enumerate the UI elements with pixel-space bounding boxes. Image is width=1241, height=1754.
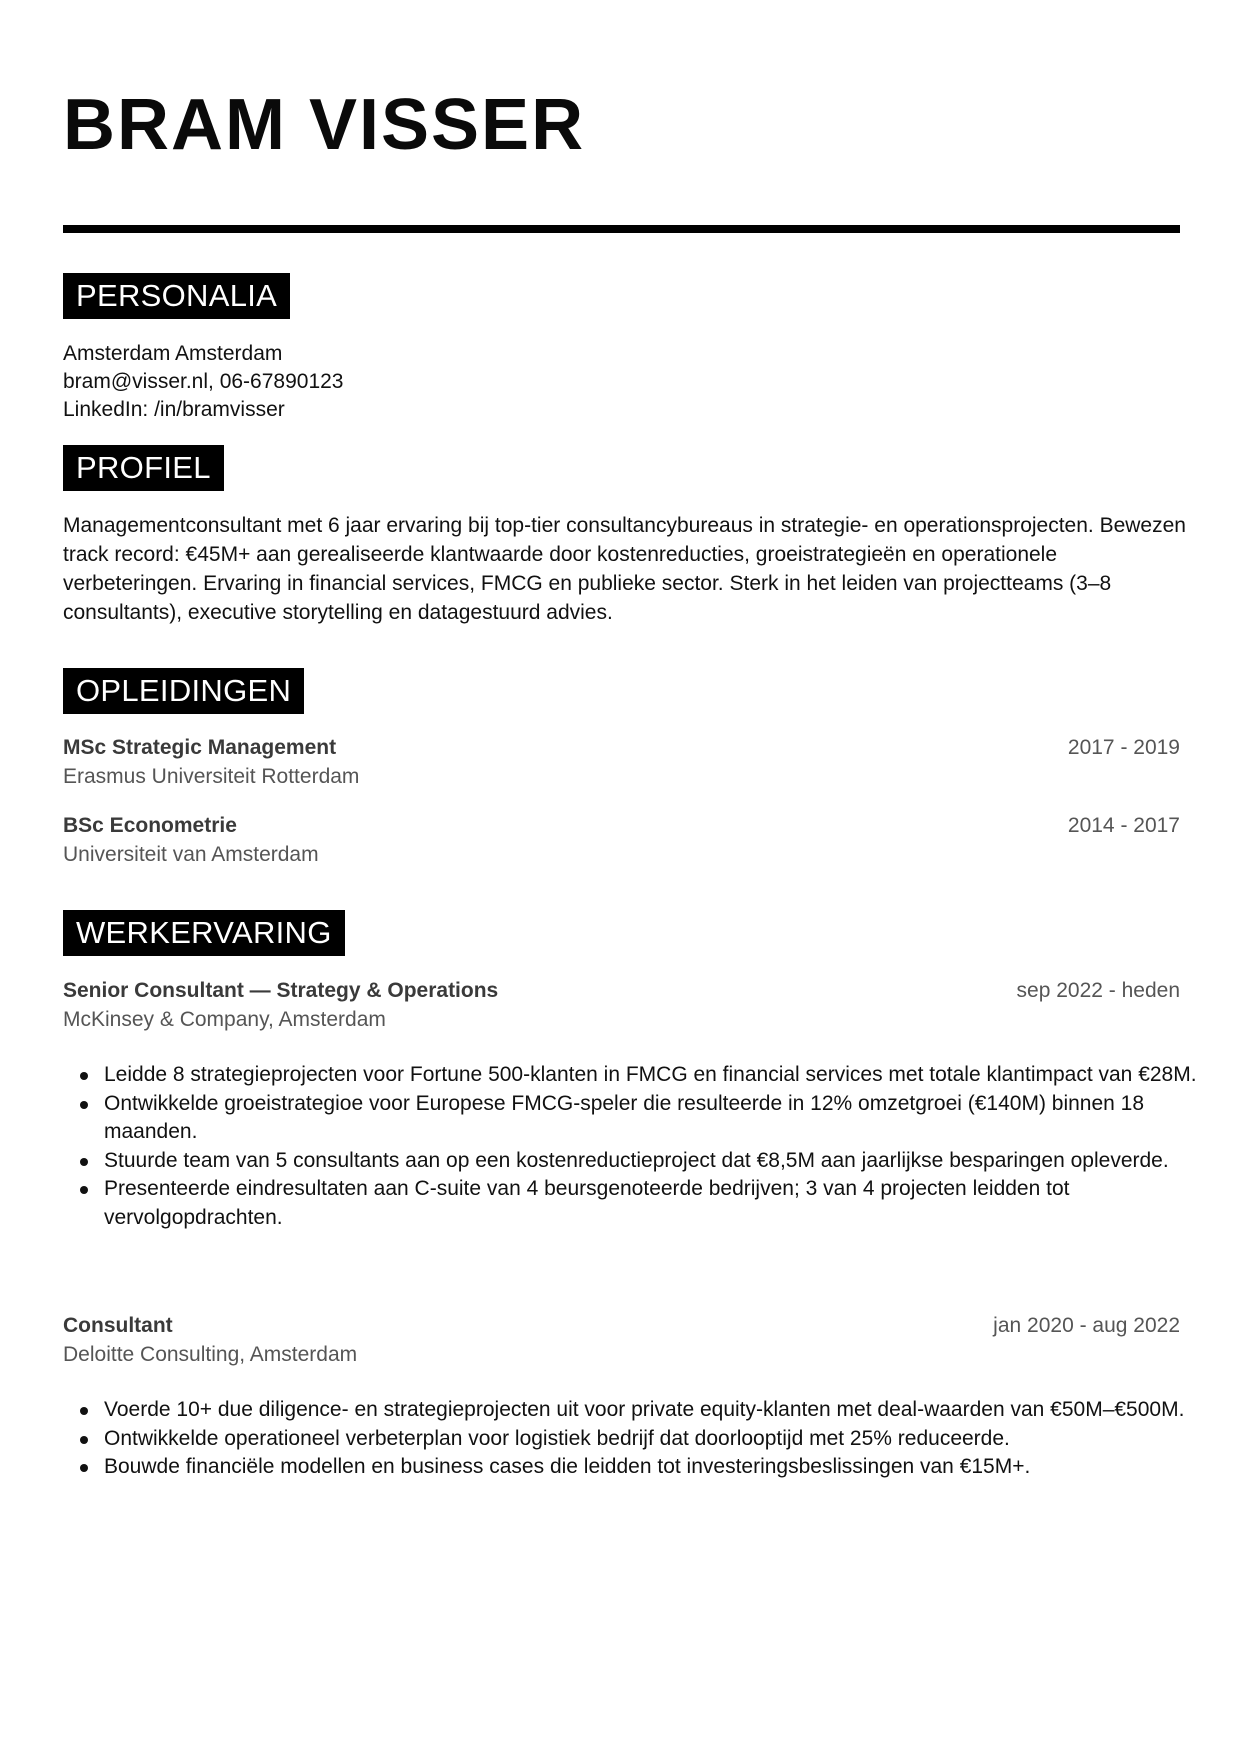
achievement-item: Bouwde financiële modellen en business cases die leidden tot investeringsbeslissingen van €15M+. <box>104 1453 1221 1482</box>
personalia-contact: bram@visser.nl, 06-67890123 <box>63 370 344 393</box>
personalia-address: Amsterdam Amsterdam <box>63 342 283 365</box>
profile-summary: Managementconsultant met 6 jaar ervaring bij top-tier consultancybureaus in strategie- en operationsprojecten. Bewezen track record: €45M+ aan gerealiseerde klantwaarde door kostenreducties, groeistrategieën en operationele verbeteringen. Ervaring in financial services, FMCG en publieke sector. Sterk in het leiden van projectteams (3–8 consultants), executive storytelling en datagestuurd advies. <box>63 514 1186 624</box>
section-heading-profiel: PROFIEL <box>63 445 224 491</box>
job-role: Senior Consultant — Strategy & Operations <box>63 979 499 1002</box>
achievement-item: Stuurde team van 5 consultants aan op een kostenreductieproject dat €8,5M aan jaarlijkse besparingen opleverde. <box>104 1147 1221 1176</box>
job-company: McKinsey & Company, Amsterdam <box>63 1008 386 1031</box>
achievement-item: Leidde 8 strategieprojecten voor Fortune 500-klanten in FMCG en financial services met totale klantimpact van €28M. <box>104 1061 1221 1090</box>
education-item <box>63 811 1180 869</box>
job-item <box>63 1311 1180 1369</box>
education-institution: Erasmus Universiteit Rotterdam <box>63 765 360 788</box>
education-institution: Universiteit van Amsterdam <box>63 843 319 866</box>
header-divider <box>63 225 1180 233</box>
education-period: 2017 - 2019 <box>1067 736 1180 759</box>
job-period: sep 2022 - heden <box>1016 979 1180 1002</box>
section-heading-werkervaring: WERKERVARING <box>63 910 345 956</box>
education-degree: BSc Econometrie <box>63 814 237 837</box>
education-period: 2014 - 2017 <box>1067 814 1180 837</box>
education-degree: MSc Strategic Management <box>63 736 337 759</box>
achievement-item: Ontwikkelde groeistrategioe voor Europese FMCG-speler die resulteerde in 12% omzetgroei (€140M) binnen 18 maanden. <box>104 1090 1221 1147</box>
job-role: Consultant <box>63 1314 173 1337</box>
job-achievements <box>63 1396 1221 1482</box>
section-heading-personalia: PERSONALIA <box>63 273 290 319</box>
personalia-linkedin: LinkedIn: /in/bramvisser <box>63 398 285 421</box>
job-period: jan 2020 - aug 2022 <box>993 1314 1180 1337</box>
job-item <box>63 976 1180 1034</box>
job-achievements <box>63 1061 1221 1232</box>
education-item <box>63 733 1180 791</box>
section-heading-opleidingen: OPLEIDINGEN <box>63 668 304 714</box>
achievement-item: Ontwikkelde operationeel verbeterplan voor logistiek bedrijf dat doorlooptijd met 25% reduceerde. <box>104 1425 1221 1454</box>
candidate-name: BRAM VISSER <box>63 85 586 165</box>
job-company: Deloitte Consulting, Amsterdam <box>63 1343 358 1366</box>
achievement-item: Voerde 10+ due diligence- en strategieprojecten uit voor private equity-klanten met deal-waarden van €50M–€500M. <box>104 1396 1221 1425</box>
achievement-item: Presenteerde eindresultaten aan C-suite van 4 beursgenoteerde bedrijven; 3 van 4 projecten leidden tot vervolgopdrachten. <box>104 1175 1221 1232</box>
